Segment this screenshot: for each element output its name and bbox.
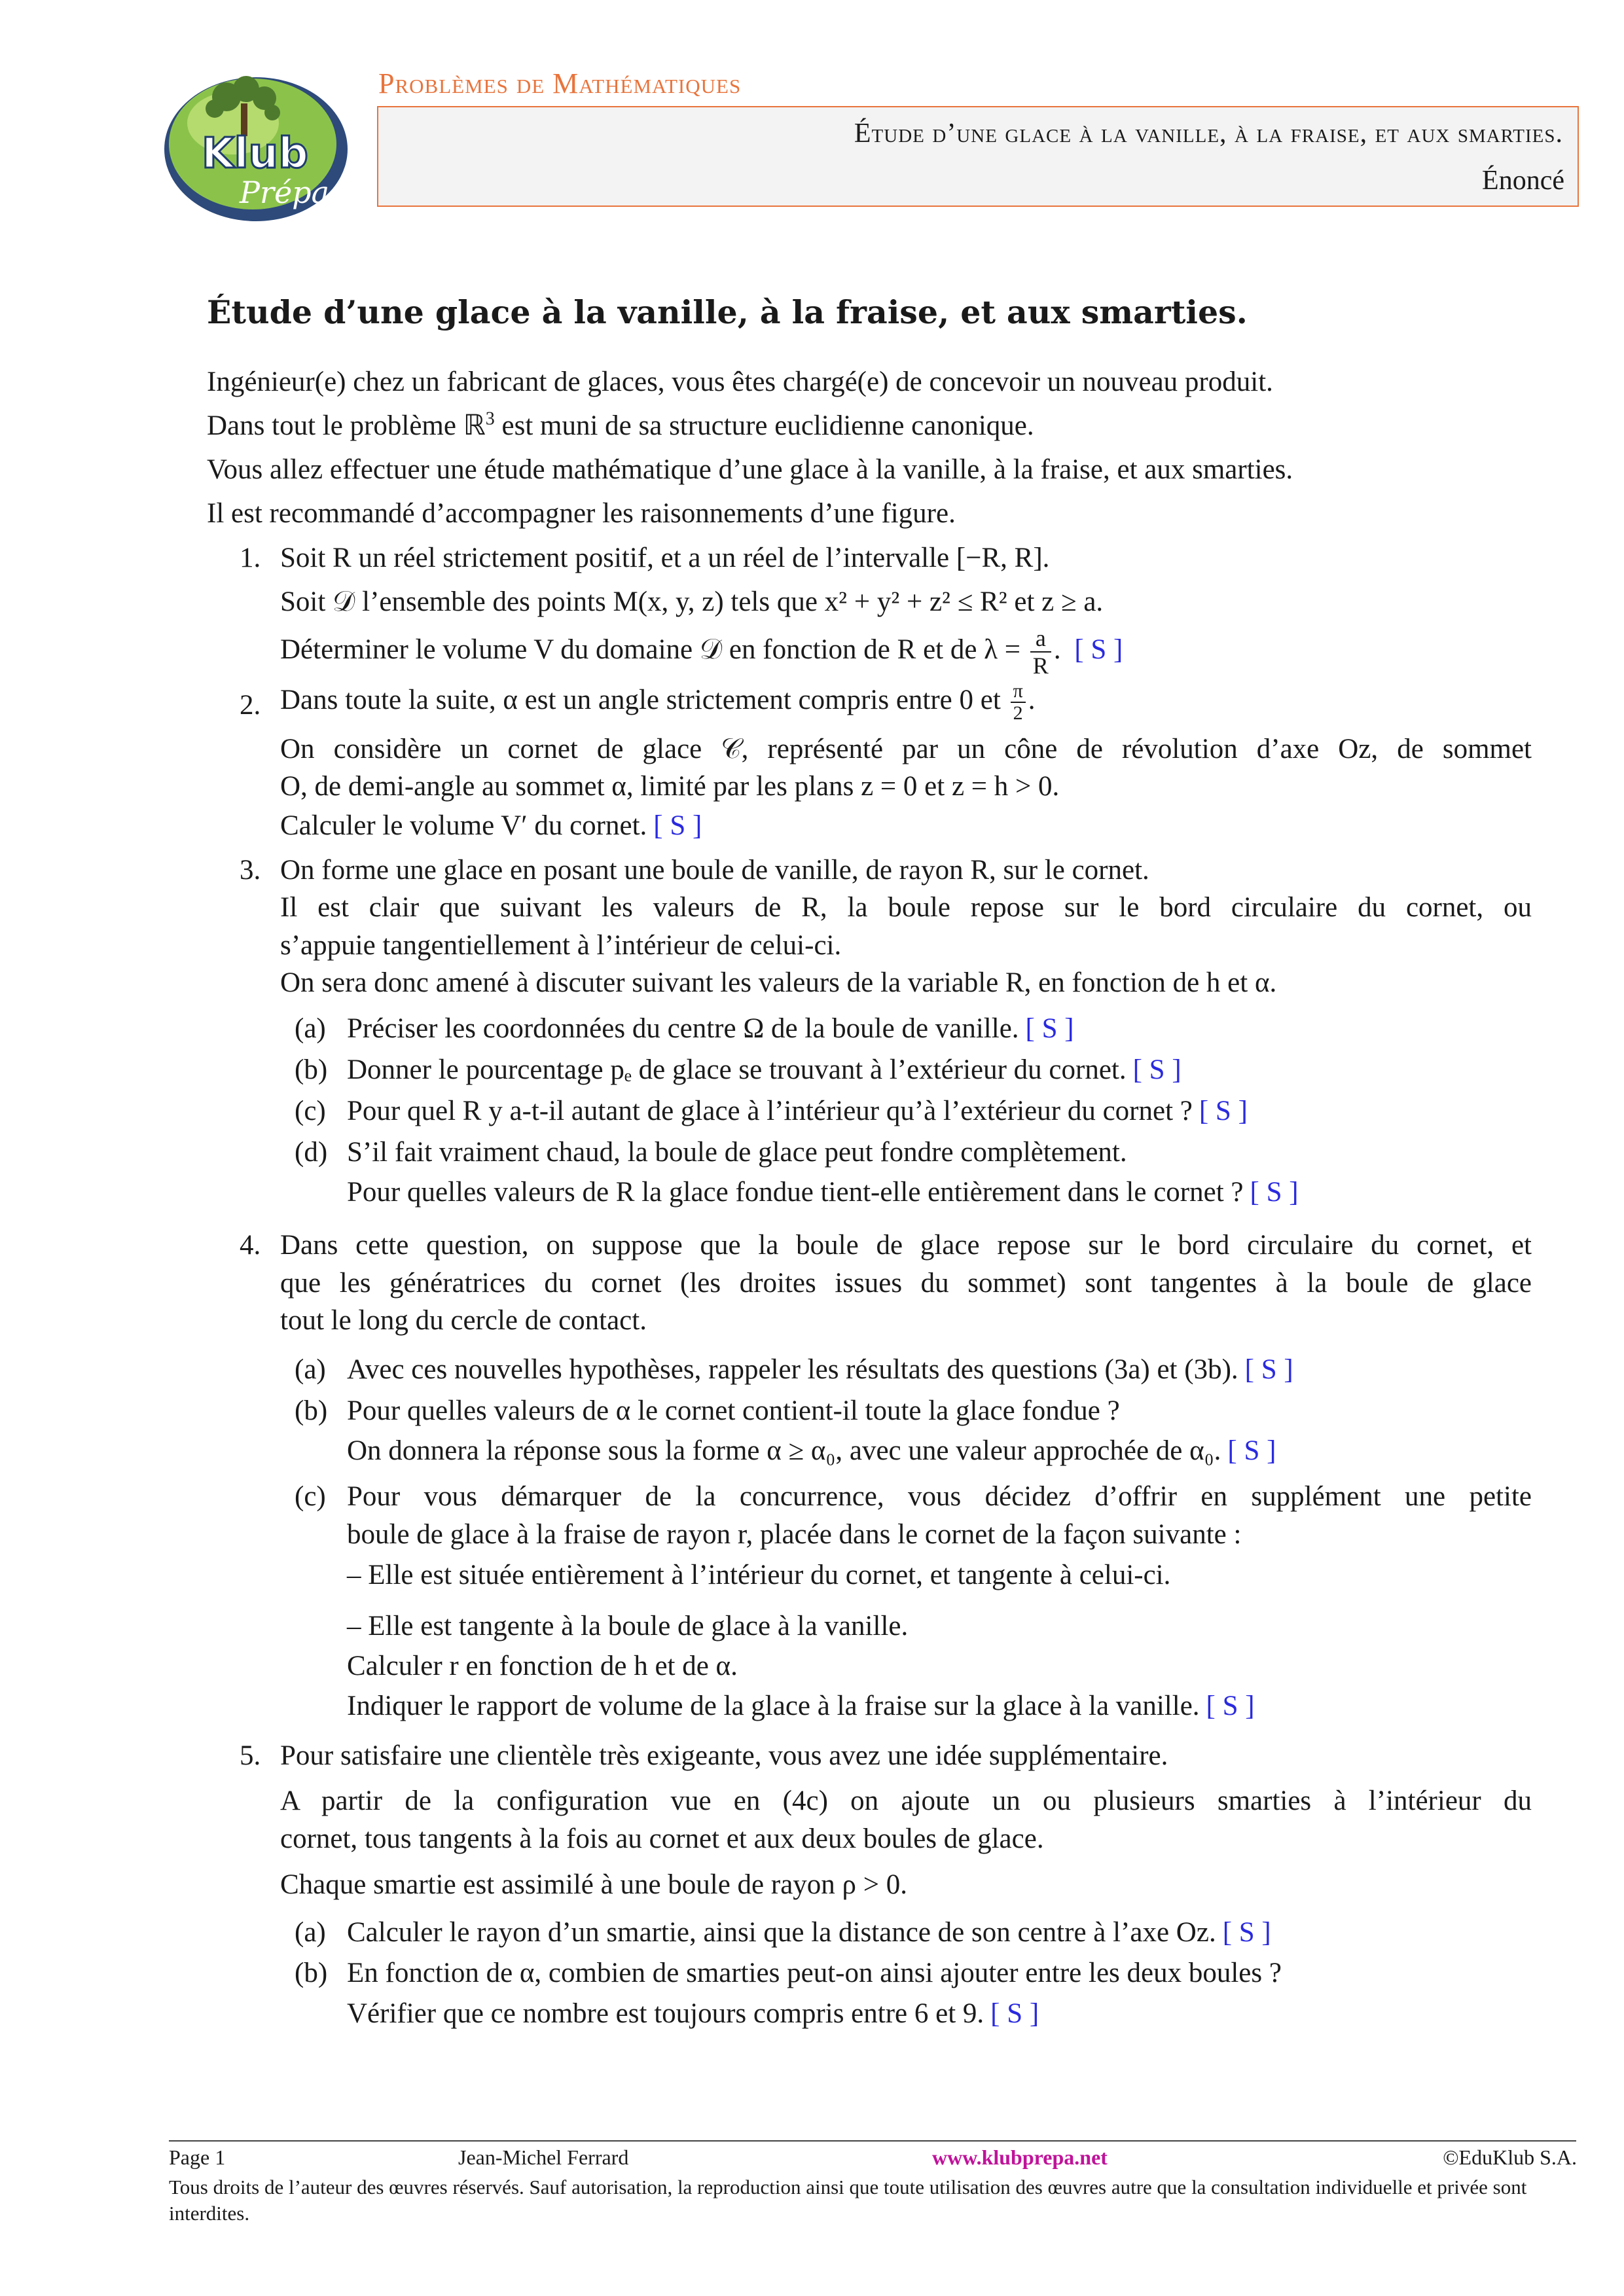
question-4c-line-1: Pour vous démarquer de la concurrence, vous décidez d’offrir en supplément une petite xyxy=(347,1481,1532,1512)
question-4-line-1: Dans cette question, on suppose que la boule de glace repose sur le bord circulaire du cornet, et xyxy=(280,1230,1532,1261)
question-2-line-2: On considère un cornet de glace 𝒞, représenté par un cône de révolution d’axe Oz, de sommet xyxy=(280,734,1532,764)
question-4b-line-1: Pour quelles valeurs de α le cornet contient-il toute la glace fondue ? xyxy=(347,1395,1120,1426)
page-title: Étude d’une glace à la vanille, à la fraise, et aux smarties. xyxy=(207,293,1248,331)
question-4a-text: Avec ces nouvelles hypothèses, rappeler les résultats des questions (3a) et (3b). [ S ] xyxy=(347,1354,1293,1385)
question-4b-line-2: On donnera la réponse sous la forme α ≥ α₀, avec une valeur approchée de α₀. [ S ] xyxy=(347,1435,1276,1466)
question-3-line-2: Il est clair que suivant les valeurs de R, la boule repose sur le bord circulaire du cornet, ou xyxy=(280,892,1532,923)
question-3-number: 3. xyxy=(240,855,261,886)
question-1-line-1: Soit R un réel strictement positif, et a un réel de l’intervalle [−R, R]. xyxy=(280,543,1050,573)
question-4c-line-6: Indiquer le rapport de volume de la glace à la fraise sur la glace à la vanille. [ S ] xyxy=(347,1691,1255,1721)
question-5b-line-2: Vérifier que ce nombre est toujours compris entre 6 et 9. [ S ] xyxy=(347,1998,1039,2029)
question-5-number: 5. xyxy=(240,1740,261,1771)
question-3d-label: (d) xyxy=(295,1137,328,1168)
solution-link-q4b[interactable]: [ S ] xyxy=(1227,1435,1276,1466)
question-3d-line-2: Pour quelles valeurs de R la glace fondue tient-elle entièrement dans le cornet ? [ S ] xyxy=(347,1177,1299,1208)
header-box xyxy=(377,106,1579,207)
solution-link-q2[interactable]: [ S ] xyxy=(653,810,702,841)
solution-link-q3a[interactable]: [ S ] xyxy=(1025,1013,1074,1044)
question-1-line-2: Soit 𝒟 l’ensemble des points M(x, y, z) tels que x² + y² + z² ≤ R² et z ≥ a. xyxy=(280,586,1104,617)
solution-link-q4a[interactable]: [ S ] xyxy=(1244,1354,1293,1385)
question-4c-line-3: – Elle est située entièrement à l’intérieur du cornet, et tangente à celui-ci. xyxy=(347,1560,1171,1590)
series-title: Problèmes de Mathématiques xyxy=(378,67,742,99)
footer-author: Jean-Michel Ferrard xyxy=(458,2145,629,2169)
question-3-line-4: On sera donc amené à discuter suivant les valeurs de la variable R, en fonction de h et α. xyxy=(280,967,1277,998)
question-4c-line-4: – Elle est tangente à la boule de glace à la vanille. xyxy=(347,1611,909,1641)
question-3b-text: Donner le pourcentage pₑ de glace se trouvant à l’extérieur du cornet. [ S ] xyxy=(347,1054,1182,1085)
footer-rule xyxy=(169,2140,1576,2142)
question-4b-label: (b) xyxy=(295,1395,328,1426)
question-5-line-3: cornet, tous tangents à la fois au cornet et aux deux boules de glace. xyxy=(280,1823,1044,1854)
question-4-number: 4. xyxy=(240,1230,261,1261)
question-2-number: 2. xyxy=(240,690,261,721)
solution-link-q3b[interactable]: [ S ] xyxy=(1132,1054,1182,1085)
question-3c-text: Pour quel R y a-t-il autant de glace à l’intérieur qu’à l’extérieur du cornet ? [ S ] xyxy=(347,1096,1248,1126)
question-4-line-3: tout le long du cercle de contact. xyxy=(280,1305,647,1336)
question-4-line-2: que les génératrices du cornet (les droites issues du sommet) sont tangentes à la boule de glace xyxy=(280,1268,1532,1299)
question-3a-label: (a) xyxy=(295,1013,326,1044)
solution-link-q5a[interactable]: [ S ] xyxy=(1222,1917,1271,1948)
header-document-title: Étude d’une glace à la vanille, à la fraise, et aux smarties. xyxy=(854,118,1563,149)
question-5a-text: Calculer le rayon d’un smartie, ainsi que la distance de son centre à l’axe Oz. [ S ] xyxy=(347,1917,1271,1948)
question-4a-label: (a) xyxy=(295,1354,326,1385)
question-2-line-3: O, de demi-angle au sommet α, limité par les plans z = 0 et z = h > 0. xyxy=(280,771,1060,802)
solution-link-q3c[interactable]: [ S ] xyxy=(1199,1096,1248,1126)
solution-link-q5b[interactable]: [ S ] xyxy=(990,1998,1039,2029)
intro-paragraph-3: Vous allez effectuer une étude mathématique d’une glace à la vanille, à la fraise, et aux smarties. xyxy=(207,454,1293,485)
lambda-fraction: $\frac{a}{R}$ xyxy=(1030,625,1051,679)
question-2-line-4: Calculer le volume V′ du cornet. [ S ] xyxy=(280,810,702,841)
intro-paragraph-2: Dans tout le problème ℝ$^3$ est muni de sa structure euclidienne canonique. xyxy=(207,408,1034,441)
intro-paragraph-1: Ingénieur(e) chez un fabricant de glaces, vous êtes chargé(e) de concevoir un nouveau produit. xyxy=(207,367,1273,397)
footer-page-number: Page 1 xyxy=(169,2145,226,2169)
question-2-line-1: Dans toute la suite, α est un angle strictement compris entre 0 et $\frac{\pi}{2}$ . xyxy=(280,680,1036,724)
footer-legal-notice: Tous droits de l’auteur des œuvres réservés. Sauf autorisation, la reproduction ainsi que toute utilisation des œuvres autre que la consultation individuelle et privée sont interdites. xyxy=(169,2176,1527,2225)
question-4c-line-2: boule de glace à la fraise de rayon r, placée dans le cornet de la façon suivante : xyxy=(347,1519,1242,1550)
question-5a-label: (a) xyxy=(295,1917,326,1948)
footer-copyright: ©EduKlub S.A. xyxy=(1443,2145,1577,2169)
intro-paragraph-4: Il est recommandé d’accompagner les raisonnements d’une figure. xyxy=(207,498,956,529)
solution-link-q3d[interactable]: [ S ] xyxy=(1250,1177,1299,1208)
question-4c-label: (c) xyxy=(295,1481,326,1512)
solution-link-q1[interactable]: [ S ] xyxy=(1074,634,1123,665)
question-5-line-4: Chaque smartie est assimilé à une boule de rayon ρ > 0. xyxy=(280,1869,908,1900)
question-3b-label: (b) xyxy=(295,1054,328,1085)
question-3-line-1: On forme une glace en posant une boule de vanille, de rayon R, sur le cornet. xyxy=(280,855,1149,886)
question-3-line-3: s’appuie tangentiellement à l’intérieur de celui-ci. xyxy=(280,930,842,961)
pi-over-two-fraction: $\frac{\pi}{2}$ xyxy=(1011,681,1026,724)
solution-link-q4c[interactable]: [ S ] xyxy=(1206,1691,1255,1721)
question-1-line-3: Déterminer le volume V du domaine 𝒟 en fonction de R et de λ = $\frac{a}{R}$ . [ S ] xyxy=(280,625,1123,679)
question-5b-line-1: En fonction de α, combien de smarties peut-on ainsi ajouter entre les deux boules ? xyxy=(347,1958,1282,1988)
question-5-line-2: A partir de la configuration vue en (4c) on ajoute un ou plusieurs smarties à l’intérieur du xyxy=(280,1785,1532,1816)
footer-website-link[interactable]: www.klubprepa.net xyxy=(932,2145,1108,2169)
logo-prepa-text: Prépa xyxy=(240,175,330,210)
question-4c-line-5: Calculer r en fonction de h et de α. xyxy=(347,1651,738,1681)
header-document-type: Énoncé xyxy=(1482,166,1564,196)
question-5b-label: (b) xyxy=(295,1958,328,1988)
klubprepa-logo xyxy=(154,58,357,229)
logo-klub-text: Klub xyxy=(202,130,308,178)
question-3a-text: Préciser les coordonnées du centre Ω de la boule de vanille. [ S ] xyxy=(347,1013,1074,1044)
question-1-number: 1. xyxy=(240,543,261,573)
question-3d-line-1: S’il fait vraiment chaud, la boule de glace peut fondre complètement. xyxy=(347,1137,1127,1168)
question-3c-label: (c) xyxy=(295,1096,326,1126)
question-5-line-1: Pour satisfaire une clientèle très exigeante, vous avez une idée supplémentaire. xyxy=(280,1740,1168,1771)
